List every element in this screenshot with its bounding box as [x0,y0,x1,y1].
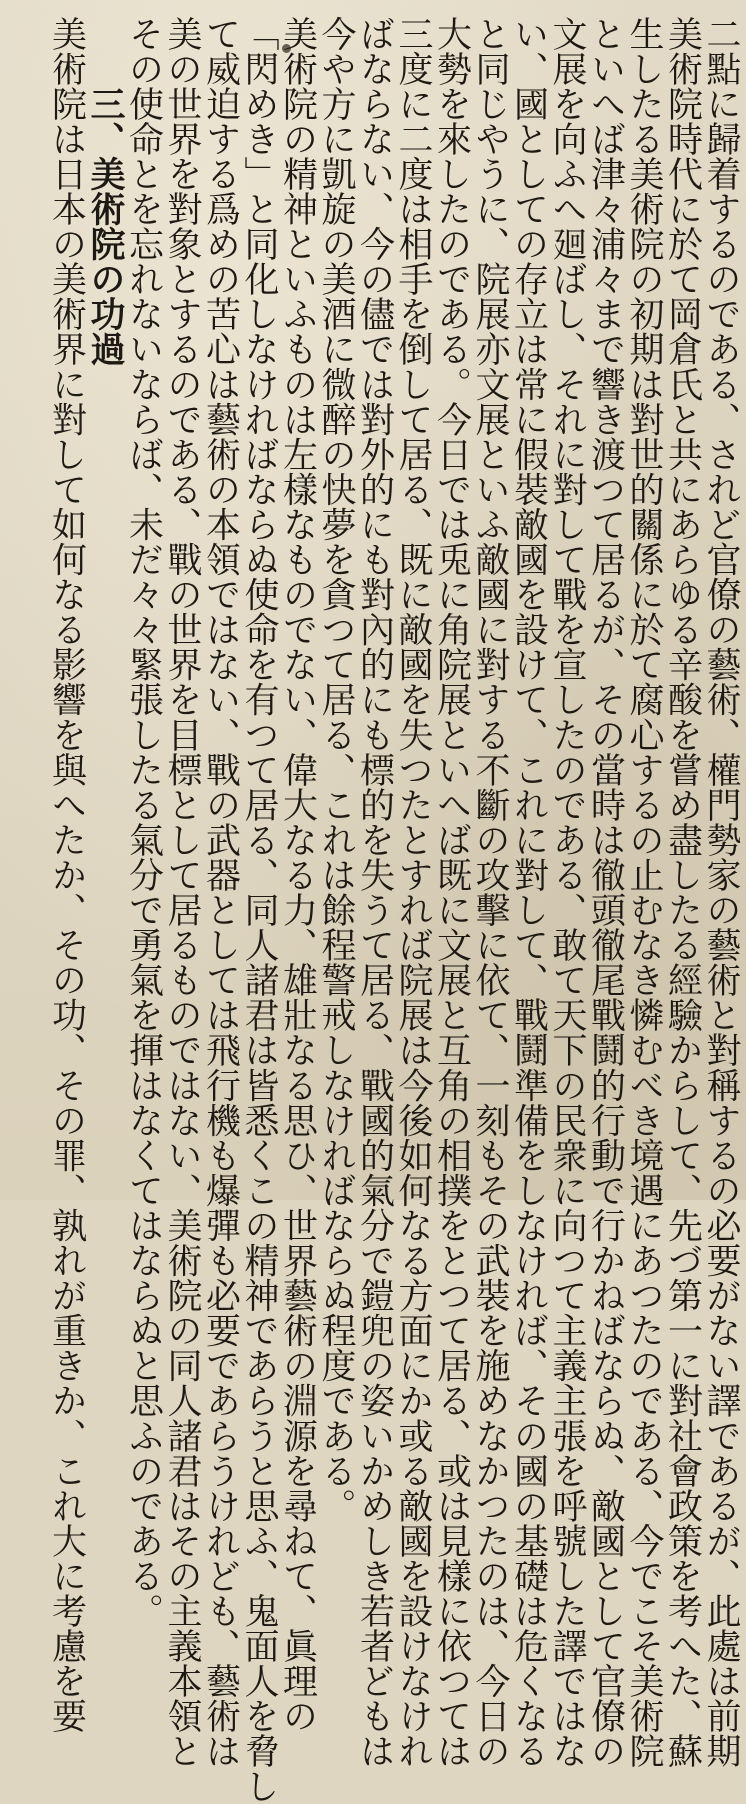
text-column-13: 「閃めき」と同化しなければならぬ使命を有つて居る、同人諸君は皆悉くこの精神であらうと思ふ、鬼面人を脅し [239,16,279,1804]
text-column-5: 文展を向ふへ廻ばし、それに對して戰を宣したのである、敢て天下の民衆に向つて主義主張を呼號した譯ではな [547,16,587,1769]
text-column-14: て威迫する爲めの苦心は藝術の本領ではない、戰の武器としては飛行機も爆彈も必要であらうけれども、藝術は [200,16,241,1769]
text-column-3: 生したる美術院の初期は對世的關係に於て腐心するの止むなき憐むべき境遇にあつたのである、今でこそ美術院 [624,16,664,1769]
vertical-text-body [46,16,741,1804]
text-column-6: い、國としての存立は常に假裝敵國を設けて、これに對して、戰鬪準備をしなければ、その國の基礎は危くなる [508,16,549,1769]
text-column-7: と同じやうに、院展亦文展といふ敵國に對する不斷の攻擊に依て、一刻もその武裝を施めなかつたのは、今日の [470,16,510,1769]
text-column-1: 二點に歸着するのである、されど官僚の藝術、權門勢家の藝術と對稱するの必要がない譯であるが、此處は前期 [701,16,741,1769]
text-column-15: 美の世界を對象とするのである、戰の世界を目標として居るものではない、美術院の同人諸君はその主義本領と [162,16,202,1769]
text-column-11: 今や方に凱旋の美酒に微醉の快夢を貪つて居る、これは餘程警戒しなければならぬ程度である。 [316,16,356,1524]
section-heading: 三、美術院の功過 [85,86,126,367]
text-column-9: 三度に二度は相手を倒して居る、既に敵國を失つたとすれば院展は今後如何なる方面にか或る敵國を設けなけれ [393,16,433,1769]
text-column-10: ばならない、今の儘では對外的にも對內的にも標的を失うて居る、戰國的氣分で鎧兜の姿いかめしき若者どもは [354,16,395,1769]
text-column-16: その使命とを忘れないならば、未だ々々緊張したる氣分で勇氣を揮はなくてはならぬと思ふのである。 [123,16,164,1629]
text-column-2: 美術院時代に於て岡倉氏と共にあらゆる辛酸を嘗め盡したる經驗からして、先づ第一に對社會政策を考へた、蘇 [662,16,703,1769]
text-column-8: 大勢を來したのである。今日では兎に角院展といへば既に文展と互角の相撲をとつて居る、或は見樣に依つては [431,16,472,1769]
text-column-12: 美術院の精神といふものは左樣なものでない、偉大なる力、雄壯なる思ひ、世界藝術の淵源を尋ねて、眞理の [277,16,318,1734]
text-column-18: 美術院は日本の美術界に對して如何なる影響を與へたか、その功、その罪、孰れが重きか、これ大に考慮を要 [46,16,87,1734]
text-column-4: といへば津々浦々まで響き渡つて居るが、その當時は徹頭徹尾戰鬪的行動で行かねばならぬ、敵國として官僚の [585,16,626,1769]
